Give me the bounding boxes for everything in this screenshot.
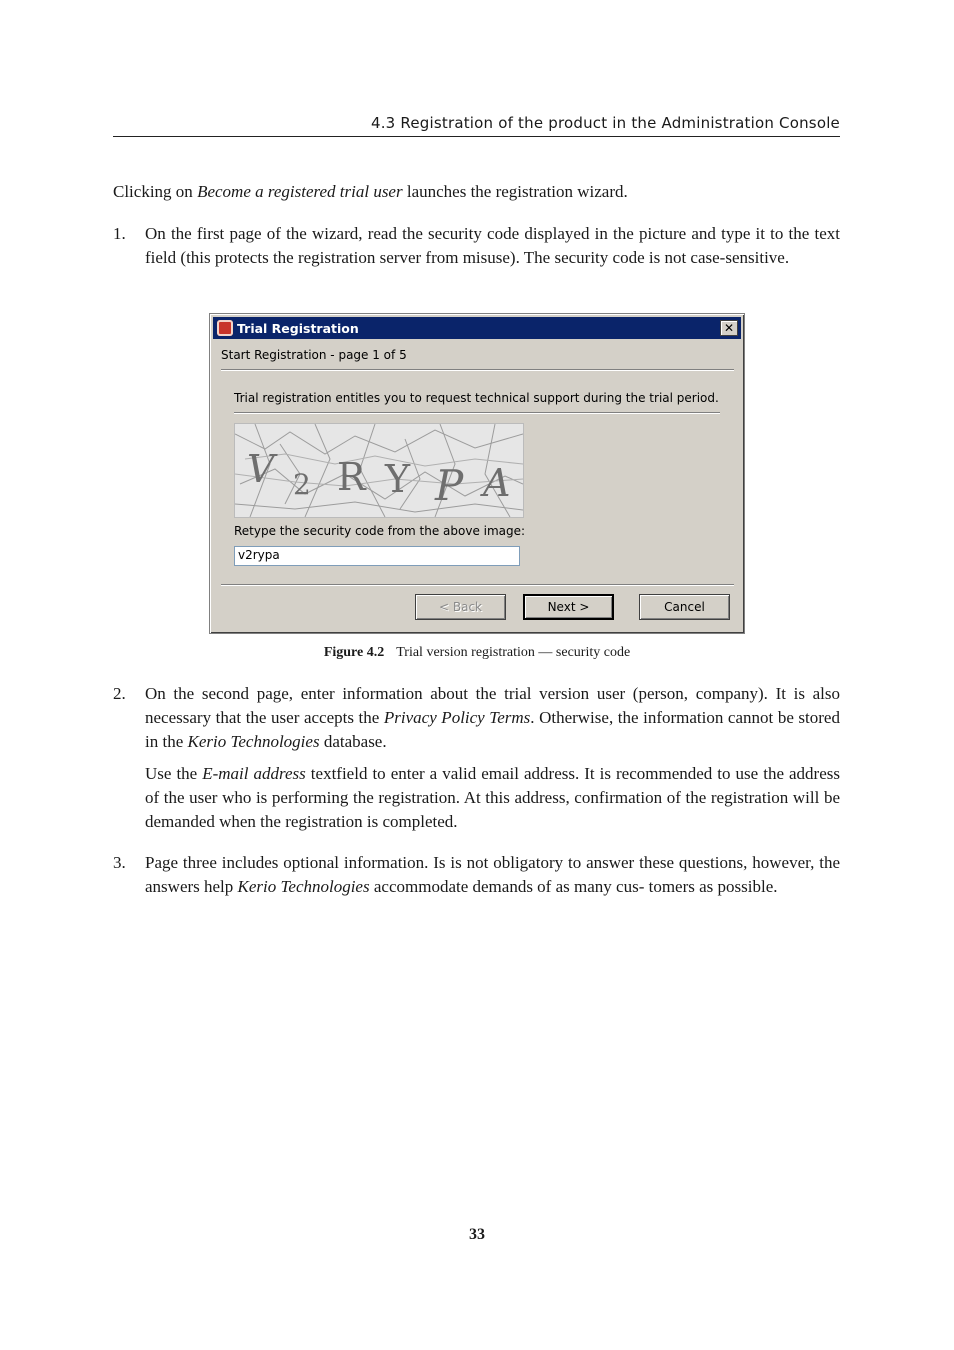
paragraph [145, 762, 840, 834]
list-item-text [145, 851, 840, 899]
cancel-button[interactable]: Cancel [639, 594, 730, 620]
running-header: 4.3 Registration of the product in the Administration Console [370, 114, 840, 132]
separator [221, 584, 734, 586]
captcha-image [234, 423, 524, 518]
emphasis: Kerio Technologies [187, 732, 320, 751]
text-run: Page three includes optional information. Is is not obligatory to answer these questions, however, the answers help [145, 853, 840, 896]
text-run: Use the [145, 764, 203, 783]
intro-emphasis: Become a registered trial user [197, 182, 403, 201]
separator [221, 369, 734, 371]
dialog-intro-text: Trial registration entitles you to request technical support during the trial period. [234, 391, 719, 405]
captcha-char: P [435, 461, 464, 510]
list-item [113, 851, 840, 899]
text-run: textfield to enter a valid email address. It is recommended to use the address of the user who is performing the registration. At this address, confirmation of the registration will be demanded when the registration is completed. [145, 764, 840, 831]
emphasis: E-mail address [202, 764, 306, 783]
security-code-input[interactable]: v2rypa [234, 546, 520, 566]
text-run: On the second page, enter information about the trial version user (person, company). It is also necessary that the user accepts the [145, 684, 840, 727]
captcha-char: Y [385, 457, 411, 501]
list-item-text [145, 682, 840, 834]
page-number: 33 [469, 1226, 485, 1243]
emphasis: Privacy Policy Terms [383, 708, 531, 727]
separator [234, 412, 720, 414]
list-item [113, 682, 840, 842]
back-button[interactable]: < Back [415, 594, 506, 620]
trial-registration-dialog [209, 313, 745, 634]
figure-caption-text: Trial version registration — security code [396, 645, 631, 660]
dialog-subtitle: Start Registration - page 1 of 5 [221, 348, 407, 362]
intro-text-before: Clicking on [113, 182, 198, 201]
list-number: 1. [113, 224, 126, 243]
kerio-app-icon [217, 320, 233, 336]
paragraph [145, 682, 840, 754]
list-item-text: On the first page of the wizard, read the security code displayed in the picture and type it to the text field (this protects the registration server from misuse). The security code is not case-sensitive. [145, 224, 840, 267]
text-run: database. [319, 732, 387, 751]
list-number: 3. [113, 853, 126, 872]
header-rule [113, 136, 840, 137]
list-item [113, 222, 840, 270]
figure-caption [0, 645, 954, 661]
close-button[interactable]: ✕ [720, 320, 738, 336]
text-run: accommodate demands of as many cus- tomers as possible. [369, 877, 778, 896]
intro-paragraph [113, 180, 840, 204]
dialog-titlebar [213, 317, 741, 339]
text-run: . Otherwise, the information cannot be stored in the [145, 708, 840, 751]
next-button[interactable]: Next > [523, 594, 614, 620]
captcha-char: A [483, 461, 511, 505]
dialog-title: Trial Registration [237, 321, 359, 336]
security-code-label: Retype the security code from the above image: [234, 524, 526, 538]
emphasis: Kerio Technologies [237, 877, 370, 896]
list-number: 2. [113, 684, 126, 703]
captcha-char: V [247, 447, 275, 491]
captcha-char: 2 [293, 468, 311, 501]
captcha-char: R [337, 455, 366, 499]
figure-label: Figure 4.2 [323, 645, 385, 660]
intro-text-after: launches the registration wizard. [402, 182, 628, 201]
